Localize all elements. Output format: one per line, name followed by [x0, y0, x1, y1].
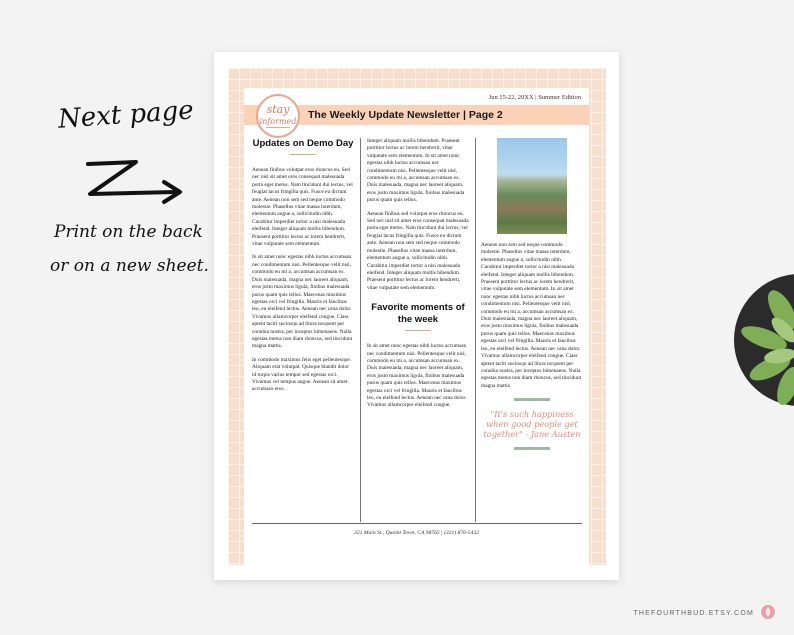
- instruction-line-2: or on a new sheet.: [50, 256, 209, 276]
- quote-bar-bottom: [514, 447, 550, 450]
- dateline: Jun 15-22, 20XX | Summer Edition: [488, 94, 581, 101]
- column-1-paragraph-2: In sit amet nunc egestas nibh luctus accumsan nec condimentum nisi. Pellentesque velit nisl, commodo eu mi a, accumsan accumsan ex. Duis malesuada, magna nec laoreet aliquam, eros justo maximus ligula, finibus malesuada purus quam quis tellus. Maecenas maximus egestas orci vel fringilla. Mauris et faucibus leo, eu eleifend lectus. Aenean nec urna dolor. Vivamus ullamcorper eleifend congue. Class aptent taciti sociosqu ad litora torquent per conubia nostra, per inceptos himenaeos. Nulla egestas metus non diam rhoncus, sed tincidunt magna mattis.: [252, 254, 353, 350]
- stamp-line-2: informed: [259, 117, 297, 126]
- column-1-paragraph-3: In commodo maximus felis eget pellentesque. Aliquam erat volutpat. Quisque blandit dolor id turpis varius tempor sed egestas orci. Vivamus vel tempus augue. Aenean sit amet accumsan eros.: [252, 356, 352, 393]
- brand-url: THEFOURTHBUD.ETSY.COM: [633, 610, 754, 617]
- column-1: [252, 138, 354, 400]
- column-divider-1: [360, 138, 361, 522]
- newsletter-title: The Weekly Update Newsletter | Page 2: [308, 109, 503, 121]
- heading-rule: [405, 330, 431, 331]
- column-2-paragraph-1: Integer aliquam mollis bibendum. Praesent porttitor lectus ac lorem hendrerit, vitae vulputate sem elementum. In sit amet nunc egestas nibh luctus accumsan nec condimentum nisi. Pellentesque velit nisl, commodo eu mi a, accumsan accumsan ex. Duis malesuada, magna nec laoreet aliquam, eros justo maximus ligula, finibus malesuada purus quam quis tellus.: [367, 138, 465, 204]
- heading-rule: [290, 154, 316, 155]
- column-1-heading: Updates on Demo Day: [252, 138, 354, 149]
- column-1-paragraph-1: Aenean finibus volutpat eros rhoncus eu. Sed nec nisl sit amet eros consequat malesuada porta eget metus. Nam tincidunt dui lectus, vel feugiat lacus fringilla quis. Fusce eu dictum ante. Aenean non sem sed neque commodo molestie. Phasellus vitae massa interdum, elementum augue a, sollicitudin nibh. Curabitur imperdiet tortor a nisi malesuada eleifend. Integer aliquam mollis bibendum. Praesent porttitor lectus ac lorem hendrerit, vitae vulputate sem elementum.: [252, 167, 353, 248]
- newsletter-page: [214, 52, 619, 580]
- column-2: [367, 138, 469, 416]
- column-2-heading: Favorite moments of the week: [371, 302, 465, 326]
- column-3-paragraph-1: Aenean non sem sed neque commodo molestie. Phasellus vitae massa interdum, elementum augue a, sollicitudin nibh. Curabitur imperdiet tortor a nisi malesuada eleifend. Integer aliquam mollis bibendum. Praesent porttitor lectus ac lorem hendrerit, vitae vulputate sem elementum. In sit amet nunc egestas nibh luctus accumsan nec condimentum nisi. Pellentesque velit nisl, commodo eu mi a, accumsan accumsan ex. Duis malesuada, magna nec laoreet aliquam, eros justo maximus ligula, finibus malesuada purus quam quis tellus. Maecenas maximus egestas orci vel fringilla. Mauris et faucibus leo, eu eleifend lectus. Aenean nec urna dolor. Vivamus ullamcorper eleifend congue. Class aptent taciti sociosqu ad litora torquent per conubia nostra, per inceptos himenaeos. Nulla egestas metus non diam rhoncus, sed tincidunt magna mattis.: [481, 242, 582, 389]
- column-2-paragraph-2: Aenean finibus sed volutpat eros rhoncus eu. Sed nec nisl sit amet eros consequat malesuada porta eget metus. Nam tincidunt dui lectus, vel feugiat lacus fringilla quis. Fusce eu dictum ante. Aenean non sem sed neque commodo molestie. Phasellus vitae massa interdum, elementum augue a, sollicitudin nibh. Curabitur imperdiet tortor a nisi malesuada eleifend. Integer aliquam mollis bibendum. Praesent porttitor lectus ac lorem hendrerit, vitae vulputate sem elementum.: [367, 210, 469, 291]
- column-divider-2: [475, 138, 476, 522]
- pull-quote: "It's such happiness when good people get together" - Jane Austen: [483, 409, 581, 440]
- stay-informed-stamp: [256, 94, 300, 138]
- stamp-line-1: stay: [266, 103, 290, 116]
- newsletter-sheet: [244, 88, 589, 566]
- next-page-label: Next page: [57, 95, 195, 135]
- footer-rule: [252, 523, 582, 524]
- instruction-line-1: Print on the back: [54, 222, 203, 242]
- footer-address: 321 Main St., Quaint Town, CA 98765 | (321) 876-5432: [354, 530, 479, 536]
- landscape-photo: [497, 138, 567, 234]
- succulent-plant-image: [730, 260, 794, 420]
- arrow-icon: [80, 158, 190, 206]
- quote-bar-top: [514, 398, 550, 401]
- stamp-underline: [266, 127, 290, 128]
- flower-logo-icon: [760, 604, 776, 620]
- column-2-paragraph-3: In sit amet nunc egestas nibh luctus accumsan nec condimentum nisi. Pellentesque velit nisl, commodo eu mi a, accumsan accumsan ex. Duis malesuada, magna nec laoreet aliquam, eros justo maximus ligula, finibus malesuada purus quam quis tellus. Maecenas maximus egestas orci vel fringilla. Mauris et faucibus leo, eu eleifend lectus. Aenean nec urna dolor. Vivamus ullamcorper eleifend congue.: [367, 343, 467, 409]
- column-3: [481, 138, 583, 458]
